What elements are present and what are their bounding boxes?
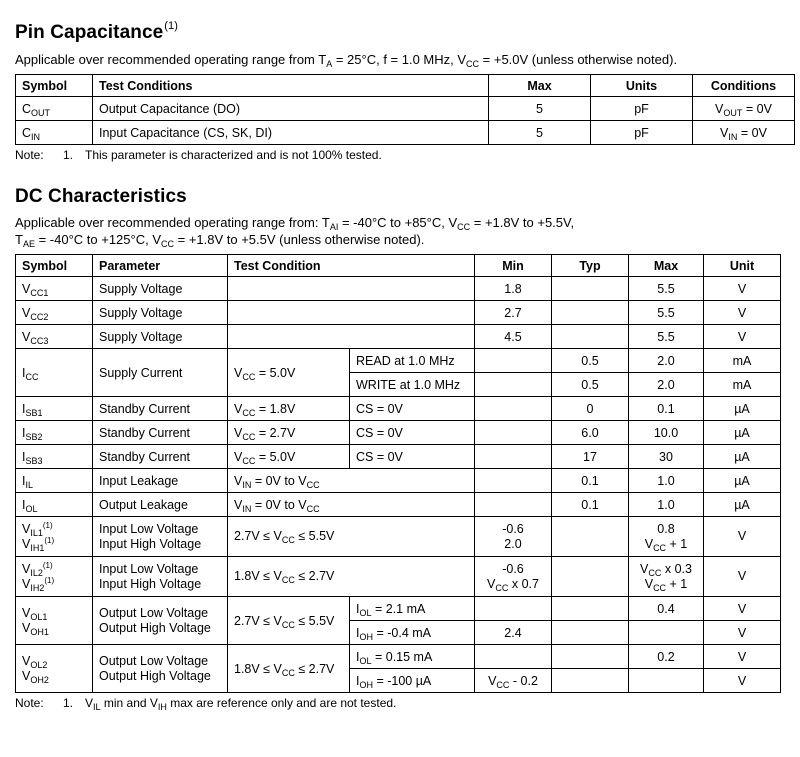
- col-header: Units: [591, 75, 693, 97]
- table-row: [16, 277, 781, 301]
- condition-cell: $2.7V \le V_{CC} \le 5.5V$: [228, 517, 475, 557]
- dc-characteristics-table: [15, 254, 781, 693]
- min-cell: [475, 349, 552, 373]
- max-cell: 2.0: [629, 373, 704, 397]
- col-header: Typ: [552, 255, 629, 277]
- typ-cell: [552, 325, 629, 349]
- symbol-cell: $C_{OUT}$: [16, 97, 93, 121]
- conditions-cell: $V_{IN} = 0V$: [693, 121, 795, 145]
- table-row: [16, 493, 781, 517]
- condition-cell: [228, 301, 475, 325]
- condition-cell: $V_{IN} = 0V$ to $V_{CC}$: [228, 493, 475, 517]
- max-cell: $V_{CC}$ x 0.3 $V_{CC} + 1$: [629, 557, 704, 597]
- max-cell: 30: [629, 445, 704, 469]
- condition-sub-cell: $I_{OL} = 2.1$ mA: [350, 597, 475, 621]
- typ-cell: 0.1: [552, 469, 629, 493]
- typ-cell: 0.1: [552, 493, 629, 517]
- max-cell: [629, 621, 704, 645]
- max-cell: [629, 669, 704, 693]
- col-header: Test Condition: [228, 255, 475, 277]
- unit-cell: mA: [704, 349, 781, 373]
- col-header: Parameter: [93, 255, 228, 277]
- col-header: Test Conditions: [93, 75, 489, 97]
- condition-cell: $1.8V \le V_{CC} \le 2.7V$: [228, 645, 350, 693]
- col-header: Symbol: [16, 75, 93, 97]
- condition-cell: $V_{CC} = 5.0V$: [228, 445, 350, 469]
- dc-characteristics-heading: DC Characteristics: [15, 186, 187, 207]
- table-row: [16, 597, 781, 621]
- condition-cell: $1.8V \le V_{CC} \le 2.7V$: [228, 557, 475, 597]
- symbol-cell: $V_{OL1}$ $V_{OH1}$: [16, 597, 93, 645]
- condition-sub-cell: READ at 1.0 MHz: [350, 349, 475, 373]
- parameter-cell: Output Low Voltage Output High Voltage: [93, 645, 228, 693]
- symbol-cell: $I_{IL}$: [16, 469, 93, 493]
- min-cell: [475, 597, 552, 621]
- max-cell: 2.0: [629, 349, 704, 373]
- pin-capacitance-table: [15, 74, 795, 145]
- max-cell: 1.0: [629, 469, 704, 493]
- col-header: Unit: [704, 255, 781, 277]
- typ-cell: 17: [552, 445, 629, 469]
- min-cell: $V_{CC} - 0.2$: [475, 669, 552, 693]
- table-row: [16, 445, 781, 469]
- parameter-cell: Input Low Voltage Input High Voltage: [93, 517, 228, 557]
- condition-sub-cell: WRITE at 1.0 MHz: [350, 373, 475, 397]
- max-cell: 0.4: [629, 597, 704, 621]
- max-cell: 0.1: [629, 397, 704, 421]
- units-cell: pF: [591, 121, 693, 145]
- min-cell: 4.5: [475, 325, 552, 349]
- table-header-row: [16, 75, 795, 97]
- table-row: [16, 325, 781, 349]
- typ-cell: [552, 557, 629, 597]
- pin-capacitance-note: Note: 1. This parameter is characterized and is not 100% tested.: [15, 148, 382, 162]
- unit-cell: V: [704, 325, 781, 349]
- max-cell: 5.5: [629, 277, 704, 301]
- max-cell: 5: [489, 97, 591, 121]
- symbol-cell: $I_{SB2}$: [16, 421, 93, 445]
- symbol-cell: $V_{CC2}$: [16, 301, 93, 325]
- parameter-cell: Standby Current: [93, 397, 228, 421]
- min-cell: [475, 397, 552, 421]
- table-row: [16, 349, 781, 373]
- unit-cell: mA: [704, 373, 781, 397]
- min-cell: 2.4: [475, 621, 552, 645]
- parameter-cell: Supply Voltage: [93, 301, 228, 325]
- condition-cell: $V_{CC} = 2.7V$: [228, 421, 350, 445]
- symbol-cell: $V_{OL2}$ $V_{OH2}$: [16, 645, 93, 693]
- col-header: Max: [629, 255, 704, 277]
- condition-sub-cell: CS = 0V: [350, 445, 475, 469]
- min-cell: -0.6 $V_{CC}$ x 0.7: [475, 557, 552, 597]
- unit-cell: V: [704, 301, 781, 325]
- parameter-cell: Supply Voltage: [93, 277, 228, 301]
- parameter-cell: Standby Current: [93, 445, 228, 469]
- unit-cell: V: [704, 645, 781, 669]
- parameter-cell: Output Low Voltage Output High Voltage: [93, 597, 228, 645]
- condition-cell: $V_{CC} = 5.0V$: [228, 349, 350, 397]
- min-cell: [475, 645, 552, 669]
- unit-cell: µA: [704, 469, 781, 493]
- dc-subtitle-line2: $T_{AE} = -40^\circ C$ to +125°C, $V_{CC} = +1.8V$ to +5.5V (unless otherwise noted).: [15, 232, 425, 249]
- unit-cell: µA: [704, 421, 781, 445]
- condition-cell: $2.7V \le V_{CC} \le 5.5V$: [228, 597, 350, 645]
- max-cell: 0.2: [629, 645, 704, 669]
- max-cell: 0.8 $V_{CC} + 1$: [629, 517, 704, 557]
- typ-cell: 0.5: [552, 373, 629, 397]
- unit-cell: µA: [704, 397, 781, 421]
- parameter-cell: Output Leakage: [93, 493, 228, 517]
- unit-cell: V: [704, 557, 781, 597]
- table-row: [16, 397, 781, 421]
- pin-capacitance-heading: Pin Capacitance$^{(1)}$: [15, 20, 179, 43]
- typ-cell: 0: [552, 397, 629, 421]
- unit-cell: V: [704, 517, 781, 557]
- parameter-cell: Supply Current: [93, 349, 228, 397]
- typ-cell: 6.0: [552, 421, 629, 445]
- condition-cell: [228, 325, 475, 349]
- unit-cell: V: [704, 597, 781, 621]
- unit-cell: µA: [704, 445, 781, 469]
- symbol-cell: $I_{OL}$: [16, 493, 93, 517]
- col-header: Symbol: [16, 255, 93, 277]
- table-row: [16, 645, 781, 669]
- dc-note: Note: 1. $V_{IL}$ min and $V_{IH}$ max are reference only and are not tested.: [15, 696, 397, 712]
- unit-cell: V: [704, 669, 781, 693]
- max-cell: 5.5: [629, 301, 704, 325]
- condition-sub-cell: $I_{OL} = 0.15$ mA: [350, 645, 475, 669]
- unit-cell: V: [704, 621, 781, 645]
- unit-cell: V: [704, 277, 781, 301]
- col-header: Conditions: [693, 75, 795, 97]
- min-cell: -0.6 2.0: [475, 517, 552, 557]
- dc-subtitle-line1: Applicable over recommended operating range from: $T_{AI} = -40^\circ C$ to +85°C, $V_{CC} = +1.8V$ to +5.5V,: [15, 215, 575, 232]
- condition-cell: [228, 277, 475, 301]
- col-header: Max: [489, 75, 591, 97]
- symbol-cell: $V_{CC3}$: [16, 325, 93, 349]
- parameter-cell: Input Leakage: [93, 469, 228, 493]
- table-row: [16, 557, 781, 597]
- max-cell: 10.0: [629, 421, 704, 445]
- pin-capacitance-subtitle: Applicable over recommended operating range from $T_A = 25^\circ C$, f = 1.0 MHz, $V_{CC} = +5.0V$ (unless otherwise noted).: [15, 52, 678, 69]
- typ-cell: [552, 621, 629, 645]
- min-cell: [475, 373, 552, 397]
- test-cell: Output Capacitance (DO): [93, 97, 489, 121]
- typ-cell: 0.5: [552, 349, 629, 373]
- parameter-cell: Input Low Voltage Input High Voltage: [93, 557, 228, 597]
- min-cell: [475, 493, 552, 517]
- typ-cell: [552, 301, 629, 325]
- min-cell: 2.7: [475, 301, 552, 325]
- table-row: [16, 301, 781, 325]
- min-cell: 1.8: [475, 277, 552, 301]
- conditions-cell: $V_{OUT} = 0V$: [693, 97, 795, 121]
- condition-sub-cell: CS = 0V: [350, 397, 475, 421]
- symbol-cell: $V_{CC1}$: [16, 277, 93, 301]
- units-cell: pF: [591, 97, 693, 121]
- min-cell: [475, 469, 552, 493]
- typ-cell: [552, 277, 629, 301]
- table-row: [16, 517, 781, 557]
- condition-sub-cell: $I_{OH} = -100$ µA: [350, 669, 475, 693]
- symbol-cell: $C_{IN}$: [16, 121, 93, 145]
- table-row: [16, 469, 781, 493]
- table-row: [16, 421, 781, 445]
- symbol-cell: $V_{IL1}^{(1)}$ $V_{IH1}^{(1)}$: [16, 517, 93, 557]
- test-cell: Input Capacitance (CS, SK, DI): [93, 121, 489, 145]
- col-header: Min: [475, 255, 552, 277]
- condition-sub-cell: $I_{OH} = -0.4$ mA: [350, 621, 475, 645]
- min-cell: [475, 445, 552, 469]
- max-cell: 1.0: [629, 493, 704, 517]
- typ-cell: [552, 597, 629, 621]
- condition-sub-cell: CS = 0V: [350, 421, 475, 445]
- symbol-cell: $I_{SB3}$: [16, 445, 93, 469]
- min-cell: [475, 421, 552, 445]
- typ-cell: [552, 645, 629, 669]
- condition-cell: $V_{CC} = 1.8V$: [228, 397, 350, 421]
- symbol-cell: $I_{CC}$: [16, 349, 93, 397]
- max-cell: 5: [489, 121, 591, 145]
- typ-cell: [552, 517, 629, 557]
- typ-cell: [552, 669, 629, 693]
- max-cell: 5.5: [629, 325, 704, 349]
- parameter-cell: Supply Voltage: [93, 325, 228, 349]
- parameter-cell: Standby Current: [93, 421, 228, 445]
- table-row: [16, 121, 795, 145]
- symbol-cell: $V_{IL2}^{(1)}$ $V_{IH2}^{(1)}$: [16, 557, 93, 597]
- condition-cell: $V_{IN} = 0V$ to $V_{CC}$: [228, 469, 475, 493]
- table-header-row: [16, 255, 781, 277]
- unit-cell: µA: [704, 493, 781, 517]
- table-row: [16, 97, 795, 121]
- symbol-cell: $I_{SB1}$: [16, 397, 93, 421]
